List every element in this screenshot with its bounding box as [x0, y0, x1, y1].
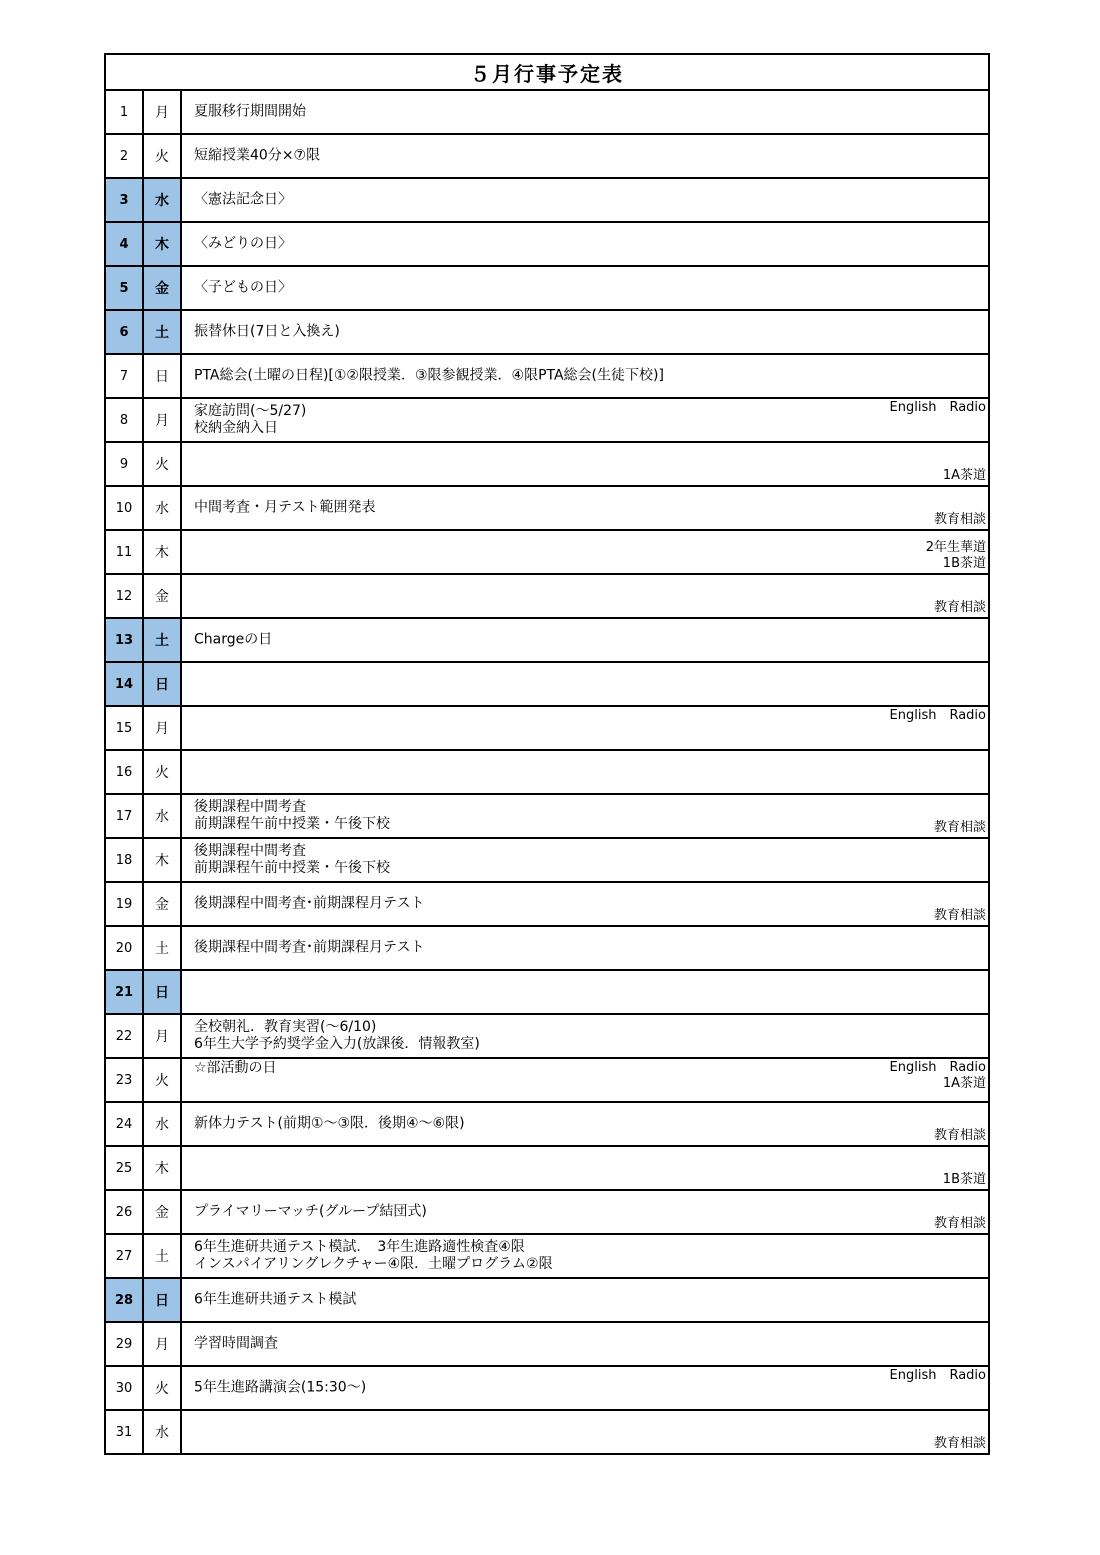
day-of-week: 水	[143, 794, 181, 838]
event-text	[194, 1380, 366, 1397]
schedule-table	[104, 89, 990, 1455]
table-row	[105, 926, 989, 970]
day-number: 4	[105, 222, 143, 266]
day-of-week: 金	[143, 574, 181, 618]
event-line: 前期課程午前中授業・午後下校	[194, 860, 390, 876]
event-cell	[181, 1190, 989, 1234]
day-of-week: 水	[143, 178, 181, 222]
table-row	[105, 970, 989, 1014]
day-of-week: 月	[143, 706, 181, 750]
day-number: 23	[105, 1058, 143, 1102]
table-row	[105, 1410, 989, 1454]
side-note	[890, 400, 986, 416]
event-text	[194, 368, 664, 385]
event-line: 5年生進路講演会(15:30～)	[194, 1379, 367, 1396]
event-line: 夏服移行期間開始	[194, 103, 306, 120]
day-number: 10	[105, 486, 143, 530]
table-row	[105, 90, 989, 134]
table-row	[105, 1102, 989, 1146]
day-of-week: 日	[143, 970, 181, 1014]
day-number: 12	[105, 574, 143, 618]
day-of-week: 水	[143, 486, 181, 530]
table-row	[105, 1322, 989, 1366]
event-line: 6年生進研共通テスト模試	[194, 1291, 357, 1308]
side-note	[890, 1368, 986, 1384]
schedule-rows	[105, 90, 989, 1454]
event-line: プライマリーマッチ(グループ結団式)	[194, 1203, 427, 1220]
day-of-week: 火	[143, 1058, 181, 1102]
day-of-week: 木	[143, 838, 181, 882]
day-of-week: 金	[143, 1190, 181, 1234]
table-row	[105, 662, 989, 706]
day-number: 3	[105, 178, 143, 222]
event-cell	[181, 354, 989, 398]
table-row	[105, 266, 989, 310]
day-number: 15	[105, 706, 143, 750]
event-cell	[181, 178, 989, 222]
event-text	[194, 324, 340, 341]
day-of-week: 土	[143, 1234, 181, 1278]
event-cell	[181, 530, 989, 574]
day-of-week: 月	[143, 90, 181, 134]
day-of-week: 日	[143, 662, 181, 706]
note-line: 教育相談	[933, 1128, 986, 1143]
event-text	[194, 843, 390, 877]
table-row	[105, 442, 989, 486]
table-row	[105, 1014, 989, 1058]
table-row	[105, 706, 989, 750]
side-note	[934, 512, 986, 528]
note-line: 教育相談	[933, 820, 986, 835]
event-text	[194, 1019, 480, 1053]
day-number: 19	[105, 882, 143, 926]
event-text	[194, 632, 272, 649]
table-row	[105, 574, 989, 618]
table-row	[105, 618, 989, 662]
day-of-week: 月	[143, 1322, 181, 1366]
table-row	[105, 750, 989, 794]
event-line: 後期課程中間考査	[194, 799, 306, 815]
note-line: 教育相談	[933, 1436, 986, 1451]
day-number: 6	[105, 310, 143, 354]
event-line: 振替休日(7日と入換え)	[194, 323, 340, 340]
event-line: 新体力テスト(前期①～③限．後期④～⑥限)	[194, 1115, 465, 1132]
event-text	[194, 799, 390, 833]
event-line: 6年生進研共通テスト模試． 3年生進路適性検査④限	[194, 1239, 525, 1255]
event-cell	[181, 1366, 989, 1410]
table-row	[105, 1146, 989, 1190]
event-text	[194, 1239, 553, 1273]
day-of-week: 金	[143, 882, 181, 926]
day-number: 8	[105, 398, 143, 442]
day-of-week: 土	[143, 926, 181, 970]
table-row	[105, 1190, 989, 1234]
note-line: English Radio	[889, 1368, 986, 1383]
event-cell	[181, 662, 989, 706]
event-cell	[181, 882, 989, 926]
day-number: 2	[105, 134, 143, 178]
day-of-week: 月	[143, 1014, 181, 1058]
event-cell	[181, 310, 989, 354]
note-line: 1A茶道	[942, 1076, 986, 1091]
table-row	[105, 222, 989, 266]
event-line: PTA総会(土曜の日程)[①②限授業．③限参観授業．④限PTA総会(生徒下校)]	[194, 367, 664, 384]
table-row	[105, 1278, 989, 1322]
event-text	[194, 940, 424, 957]
event-line: 家庭訪問(～5/27)	[194, 403, 307, 419]
day-of-week: 金	[143, 266, 181, 310]
table-row	[105, 178, 989, 222]
event-text	[194, 403, 306, 437]
table-row	[105, 310, 989, 354]
event-line: 後期課程中間考査･前期課程月テスト	[194, 939, 425, 956]
event-text	[194, 148, 320, 165]
event-cell	[181, 970, 989, 1014]
side-note	[926, 540, 986, 572]
event-line: 学習時間調査	[194, 1335, 278, 1352]
day-number: 9	[105, 442, 143, 486]
event-line: 後期課程中間考査	[194, 843, 306, 859]
day-of-week: 火	[143, 1366, 181, 1410]
event-line: インスパイアリングレクチャー④限．土曜プログラム②限	[194, 1256, 553, 1272]
day-number: 7	[105, 354, 143, 398]
note-line: English Radio	[889, 1060, 986, 1075]
event-line: 全校朝礼．教育実習(～6/10)	[194, 1019, 377, 1035]
note-line: 教育相談	[933, 512, 986, 527]
day-of-week: 木	[143, 1146, 181, 1190]
event-cell	[181, 750, 989, 794]
table-row	[105, 486, 989, 530]
day-number: 22	[105, 1014, 143, 1058]
day-number: 1	[105, 90, 143, 134]
event-text	[194, 236, 292, 253]
day-of-week: 月	[143, 398, 181, 442]
day-of-week: 木	[143, 222, 181, 266]
side-note	[890, 1060, 986, 1092]
event-line: 後期課程中間考査･前期課程月テスト	[194, 895, 425, 912]
event-line: Chargeの日	[194, 631, 273, 648]
side-note	[943, 1172, 986, 1188]
day-number: 28	[105, 1278, 143, 1322]
side-note	[890, 708, 986, 724]
event-line: ☆部活動の日	[194, 1060, 277, 1076]
table-row	[105, 398, 989, 442]
table-row	[105, 838, 989, 882]
event-text	[194, 1116, 465, 1133]
note-line: English Radio	[889, 400, 986, 415]
note-line: English Radio	[889, 708, 986, 723]
table-row	[105, 1234, 989, 1278]
side-note	[934, 908, 986, 924]
day-of-week: 火	[143, 442, 181, 486]
event-cell	[181, 1278, 989, 1322]
table-row	[105, 1366, 989, 1410]
event-text	[194, 1204, 427, 1221]
table-row	[105, 354, 989, 398]
event-cell	[181, 1102, 989, 1146]
event-line: 前期課程午前中授業・午後下校	[194, 816, 390, 832]
note-line: 1B茶道	[942, 1172, 986, 1187]
event-cell	[181, 266, 989, 310]
day-of-week: 水	[143, 1102, 181, 1146]
day-number: 25	[105, 1146, 143, 1190]
table-row	[105, 794, 989, 838]
day-of-week: 土	[143, 310, 181, 354]
table-row	[105, 882, 989, 926]
event-cell	[181, 90, 989, 134]
day-of-week: 火	[143, 134, 181, 178]
event-line: 短縮授業40分×⑦限	[194, 147, 321, 164]
day-number: 30	[105, 1366, 143, 1410]
note-line: 1B茶道	[942, 556, 986, 571]
side-note	[934, 1216, 986, 1232]
event-cell	[181, 442, 989, 486]
day-number: 5	[105, 266, 143, 310]
event-cell	[181, 1410, 989, 1454]
event-cell	[181, 574, 989, 618]
day-of-week: 日	[143, 1278, 181, 1322]
day-of-week: 火	[143, 750, 181, 794]
day-number: 31	[105, 1410, 143, 1454]
event-cell	[181, 1014, 989, 1058]
day-number: 20	[105, 926, 143, 970]
event-cell	[181, 222, 989, 266]
event-cell	[181, 486, 989, 530]
day-number: 11	[105, 530, 143, 574]
day-number: 26	[105, 1190, 143, 1234]
day-number: 29	[105, 1322, 143, 1366]
day-number: 13	[105, 618, 143, 662]
side-note	[943, 468, 986, 484]
side-note	[934, 600, 986, 616]
day-of-week: 木	[143, 530, 181, 574]
event-text	[194, 1336, 278, 1353]
event-text	[194, 280, 292, 297]
event-cell	[181, 1058, 989, 1102]
event-line: 〈憲法記念日〉	[194, 191, 292, 208]
day-number: 14	[105, 662, 143, 706]
event-text	[194, 1060, 277, 1077]
schedule-sheet	[104, 53, 990, 1455]
day-of-week: 土	[143, 618, 181, 662]
note-line: 1A茶道	[942, 468, 986, 483]
event-cell	[181, 706, 989, 750]
event-cell	[181, 1322, 989, 1366]
side-note	[934, 1436, 986, 1452]
event-cell	[181, 398, 989, 442]
page-title: ５月行事予定表	[104, 53, 990, 89]
day-of-week: 水	[143, 1410, 181, 1454]
day-number: 18	[105, 838, 143, 882]
table-row	[105, 1058, 989, 1102]
event-text	[194, 500, 375, 517]
note-line: 2年生華道	[925, 540, 986, 555]
table-row	[105, 134, 989, 178]
event-line: 校納金納入日	[194, 420, 278, 436]
day-number: 27	[105, 1234, 143, 1278]
note-line: 教育相談	[933, 908, 986, 923]
event-cell	[181, 926, 989, 970]
day-of-week: 日	[143, 354, 181, 398]
event-text	[194, 896, 424, 913]
event-cell	[181, 134, 989, 178]
event-text	[194, 192, 292, 209]
event-line: 中間考査・月テスト範囲発表	[194, 499, 376, 516]
side-note	[934, 1128, 986, 1144]
day-number: 17	[105, 794, 143, 838]
event-text	[194, 104, 306, 121]
event-line: 6年生大学予約奨学金入力(放課後．情報教室)	[194, 1036, 480, 1052]
day-number: 16	[105, 750, 143, 794]
event-cell	[181, 838, 989, 882]
event-cell	[181, 1146, 989, 1190]
note-line: 教育相談	[933, 1216, 986, 1231]
event-line: 〈みどりの日〉	[194, 235, 292, 252]
event-line: 〈子どもの日〉	[194, 279, 292, 296]
table-row	[105, 530, 989, 574]
event-text	[194, 1292, 356, 1309]
event-cell	[181, 1234, 989, 1278]
side-note	[934, 820, 986, 836]
day-number: 24	[105, 1102, 143, 1146]
event-cell	[181, 794, 989, 838]
note-line: 教育相談	[933, 600, 986, 615]
event-cell	[181, 618, 989, 662]
day-number: 21	[105, 970, 143, 1014]
